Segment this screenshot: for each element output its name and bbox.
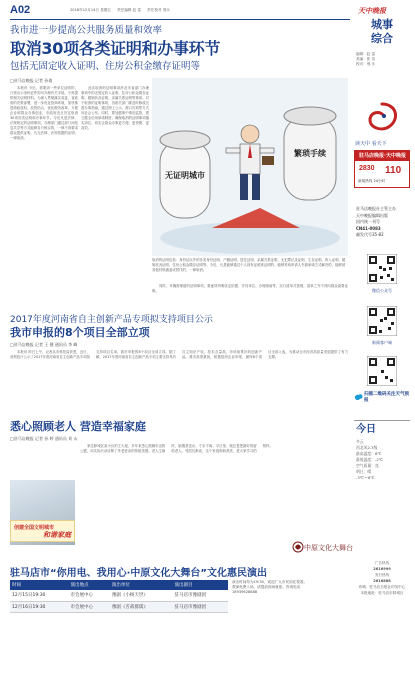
weather-line-7: -3℃～6℃ bbox=[356, 475, 375, 480]
weather-line-2: 西北风2-3级 bbox=[356, 445, 378, 450]
foot-line-4: 2616888 bbox=[373, 579, 391, 583]
info-line-1: 驻马店晚报社主管主办 bbox=[356, 206, 396, 211]
foot-line-5: 印刷：驻马店日报社印务中心 bbox=[358, 585, 406, 589]
event-col-program: 演出剧目 bbox=[172, 580, 228, 590]
qr-code-app-icon bbox=[367, 306, 397, 336]
lead-column-1-text: 本报讯 今后，需要到一些单位证明的，只需出示身份证件即可办理有关手续，不再提供相关证明材料。为深入贯彻落实省委、省政府的决策部署，进一步优化营商环境，加快推进简政放权、放管结合、优化服务改革，方便企业和群众办事创业，市政府近日决定取消30项各类证明和办事环节。今后凡是法律、法规规定的证明事项，办理部门通过部门间信息共享等方式能够自行核实的，一律不得要求群众提供证明。凡无法律、法规依据的证明，一律取消。 bbox=[10, 86, 78, 140]
story2-kicker: 2017年度河南省自主创新产品专项拟支持项目公示 bbox=[10, 315, 213, 325]
event-row-1 bbox=[10, 590, 228, 601]
lead-caption bbox=[152, 258, 348, 273]
swirl-logo-icon bbox=[362, 100, 402, 136]
event-row-2-program: 驻马店市豫剧团 bbox=[172, 601, 228, 612]
event-row-2 bbox=[10, 601, 228, 612]
story3-body bbox=[80, 444, 348, 538]
story3-byline: □驻马店晚报 记者 孙 婷 通讯员 刘 永 bbox=[10, 436, 78, 441]
editor-line-1: 编辑：赵 雷 bbox=[356, 52, 376, 56]
weather-line-5: 空气质量：良 bbox=[356, 463, 379, 468]
lead-column-3 bbox=[152, 284, 348, 310]
lead-headline: 取消30项各类证明和办事环节 bbox=[10, 39, 221, 58]
publication-info bbox=[356, 206, 410, 239]
section-name bbox=[354, 18, 410, 46]
lead-column-1 bbox=[10, 86, 78, 308]
story3-banner-left: 创建全国文明城市 bbox=[14, 525, 55, 531]
story2-headline: 我市申报的8个项目全部立项 bbox=[10, 326, 150, 339]
weather-today-label: 今日 bbox=[356, 424, 376, 435]
event-table-header-row bbox=[10, 580, 228, 590]
foot-line-1: 广告热线 bbox=[374, 561, 390, 565]
lead-column-2 bbox=[81, 86, 149, 308]
story3-body-text: 家住驿城区某小区的王大姐，多年来悉心照顾年迈的公婆，用实际行动诠释了孝老爱亲的传统美德。老人生病时，她端茶送水、寸步不离；平日里，她总是把最好的留给老人。邻居们都说，这个家庭和和美美，是大家学习的榜样。 bbox=[80, 444, 273, 453]
weather-line-1: 多云 bbox=[356, 439, 364, 444]
info-line-3: 国内统一刊号 bbox=[356, 219, 380, 224]
left-roller-label: 无证明城市 bbox=[165, 171, 205, 180]
event-col-place: 演出地点 bbox=[69, 580, 110, 590]
header-editor: 责任编辑 赵 雷 bbox=[117, 8, 142, 12]
section-name-bottom: 综合 bbox=[371, 32, 393, 45]
hotline-ad-foot: 新闻热线 24小时 bbox=[358, 179, 386, 183]
page-number: A02 bbox=[10, 4, 31, 16]
event-row-2-time: 12月16日19:30 bbox=[10, 601, 69, 612]
story2-byline: □驻马店晚报 记者 王 健 通讯员 李 峰 bbox=[10, 342, 78, 347]
lead-subheadline: 包括无固定收入证明、住房公积金缴存证明等 bbox=[10, 61, 201, 72]
lead-column-2-text: 此次取消的证明事项涉及市直部门办理事项中的无固定收入证明、住房公积金缴存证明、婚姻状况证明、亲属关系证明等事项。对于取消的证明事项，各相关部门要及时修改完善办事指南，通过网上公示、窗口告知等方式向社会公布。同时，要加强事中事后监管，建立健全信用承诺制度，确保取消的证明事项落实到位，切实让群众办事更方便、更快捷、更高效。 bbox=[81, 86, 149, 130]
event-box bbox=[10, 580, 310, 672]
info-line-2: 天中晚报编辑出版 bbox=[356, 212, 388, 218]
page-header bbox=[10, 4, 350, 20]
weather-line-4: 最低温度：-2℃ bbox=[356, 457, 384, 462]
event-row-1-unit: 豫剧《小杨天世》 bbox=[110, 590, 173, 601]
event-row-1-time: 12月15日19:30 bbox=[10, 590, 69, 601]
qr-code-wechat-icon bbox=[367, 254, 397, 284]
lead-illustration bbox=[152, 78, 348, 256]
editor-line-2: 美编：张 岚 bbox=[356, 57, 376, 61]
editor-line-3: 校对：邢 永 bbox=[356, 62, 376, 66]
weather-cloud-icon bbox=[354, 392, 363, 401]
event-row-1-place: 市会展中心 bbox=[69, 590, 110, 601]
hotline-ad-title: 驻马店晚报·天中晚报 bbox=[355, 151, 410, 161]
event-title: 驻马店市“你用电、我用心·中原文化大舞台”文化惠民演出 bbox=[10, 568, 267, 579]
hotline-ad bbox=[354, 150, 410, 188]
story2-body bbox=[10, 350, 348, 412]
header-proofreader: 责任校对 邢永 bbox=[147, 8, 170, 12]
story3-banner bbox=[10, 520, 75, 542]
event-col-time: 时间 bbox=[10, 580, 69, 590]
foot-line-3: 发行热线 bbox=[374, 573, 390, 577]
story3-headline: 悉心照顾老人 营造幸福家庭 bbox=[10, 420, 146, 433]
event-row-2-place: 市会展中心 bbox=[69, 601, 110, 612]
slogan: 读天中 看天下 bbox=[355, 141, 387, 147]
masthead-logo: 天中晚报 bbox=[358, 6, 386, 15]
qr-wechat-label: 微信公众号 bbox=[372, 288, 392, 293]
weather-line-6: 明日：晴 bbox=[356, 469, 372, 474]
weather-panel bbox=[354, 420, 410, 550]
section-name-top: 城事 bbox=[371, 18, 393, 31]
header-date: 2018年12月14日 星期五 bbox=[70, 8, 111, 12]
qr-app-label: 新闻客户端 bbox=[372, 340, 392, 345]
event-row-2-unit: 豫剧《舌战群儒》 bbox=[110, 601, 173, 612]
story3-banner-right: 和谐家庭 bbox=[43, 530, 71, 539]
weather-promo bbox=[354, 392, 410, 406]
right-roller-label: 繁琐手续 bbox=[294, 149, 326, 158]
info-line-5: 邮发代号35-82 bbox=[356, 232, 384, 237]
editor-credits bbox=[356, 52, 375, 67]
event-col-unit: 演出单位 bbox=[110, 580, 173, 590]
brand-logo-text: 中原文化大舞台 bbox=[304, 544, 353, 552]
foot-line-2: 2616999 bbox=[373, 567, 391, 571]
lead-byline: □驻马店晚报 记者 孙倩 bbox=[10, 78, 53, 83]
event-row-1-program: 驻马店市豫剧团 bbox=[172, 590, 228, 601]
info-line-4: CN41-0083 bbox=[356, 225, 381, 231]
header-meta bbox=[70, 8, 175, 13]
lead-column-3-text: 同时，对确需保留的证明事项，要逐项列明设定依据、开具单位、办理指南等，实行清单式管理，清单之外不得向群众索要证明。 bbox=[152, 284, 348, 293]
weather-line-3: 最高温度：8℃ bbox=[356, 451, 382, 456]
lead-kicker: 我市进一步提高公共服务质量和效率 bbox=[10, 25, 163, 36]
foot-line-6: 本报地址：驻马店市驿城区 bbox=[360, 591, 404, 595]
story2-body-text: 本报讯 昨日上午，记者从市科技局获悉，近日，省科技厅公示了2017年度河南省自主创新产品专项拟支持项目名单，我市申报的8个项目全部立项。据了解，2017年度河南省自主创新产品专项主要支持具有自主知识产权、技术含量高、市场前景好的创新产品。我市高度重视，积极组织企业申报，最终8个项目全部入选，为推动全市经济高质量发展提供了有力支撑。 bbox=[10, 350, 348, 359]
hotline-number-right: 110 bbox=[385, 165, 402, 176]
event-table bbox=[10, 580, 228, 613]
hotline-number-left: 2830 bbox=[359, 165, 375, 172]
weather-promo-text: 扫描二维码关注天气预报 bbox=[364, 392, 409, 403]
lead-caption-text: 取消的证明包括：身份证以外的各类身份证明、户籍证明、居住证明、亲属关系证明、无犯罪记录证明、生存证明、收入证明、婚姻状况证明、住房公积金缴存证明等。今后，凡是能够通过个人现有证照来证明的、能够采取申请人书面承诺方式解决的、能够被其他材料涵盖或替代的，一律取消。 bbox=[152, 258, 346, 272]
weather-details bbox=[356, 439, 408, 481]
event-note: 演出时间均为19:30，欢迎广大市民前往观看。观演免费入场，请提前到场就座。咨询电话：18939628888 bbox=[232, 580, 308, 594]
qr-code-weather-icon bbox=[367, 356, 397, 386]
masthead-footer bbox=[354, 560, 410, 596]
masthead bbox=[354, 4, 410, 94]
